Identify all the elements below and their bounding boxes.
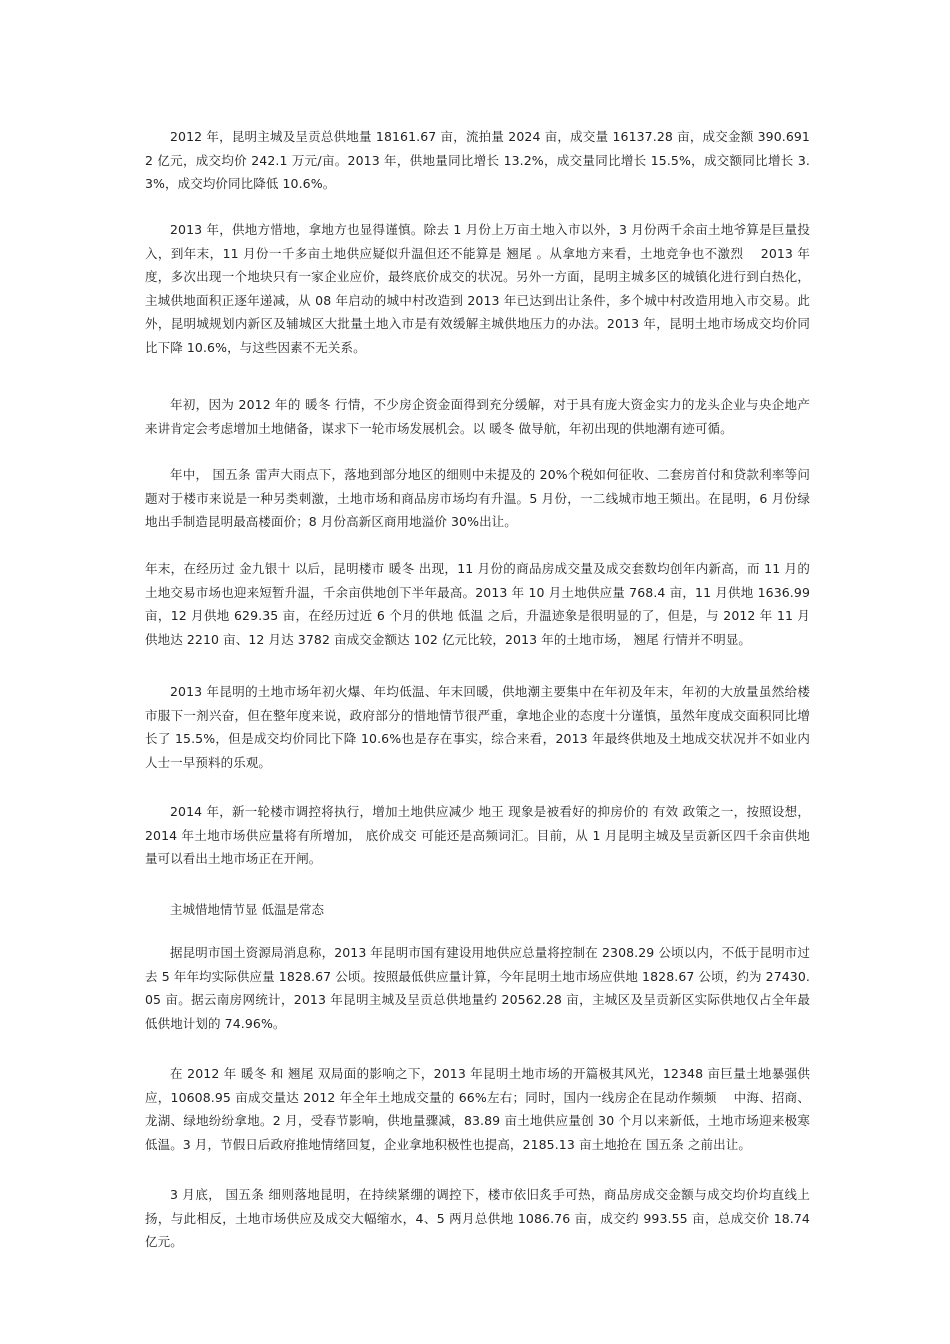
paragraph-2013-supply: 2013 年，供地方惜地，拿地方也显得谨慎。除去 1 月份上万亩土地入市以外，3 月份两千余亩土地爷算是巨量投入，到年末，11 月份一千多亩土地供应疑似升温但还不能算是 翘尾 。从拿地方来看，土地竞争也不激烈 2013 年度，多次出现一个地块只有一家企业应价，最终底价成交的状况。另外一方面，昆明主城多区的城镇化进行到白热化，主城供地面积正逐年递减，从 08 年启动的城中村改造到 2013 年已达到出让条件，多个城中村改造用地入市交易。此外，昆明城规划内新区及辅城区大批量土地入市是有效缓解主城供地压力的办法。2013 年，昆明土地市场成交均价同比下降 10.6%，与这些因素不无关系。 bbox=[145, 222, 810, 355]
paragraph-2014-outlook: 2014 年，新一轮楼市调控将执行，增加土地供应减少 地王 现象是被看好的抑房价的 有效 政策之一，按照设想，2014 年土地市场供应量将有所增加， 底价成交 可能还是高频词汇。目前，从 1 月昆明主城及呈贡新区四千余亩供地量可以看出土地市场正在开闸。 bbox=[145, 804, 810, 866]
paragraph-land-bureau: 据昆明市国土资源局消息称，2013 年昆明市国有建设用地供应总量将控制在 2308.29 公顷以内，不低于昆明市过去 5 年年均实际供应量 1828.67 公顷。按照最低供应量计算，今年昆明土地市场应供地 1828.67 公顷，约为 27430.05 亩。据云南房网统计，2013 年昆明主城及呈贡总供地量约 20562.28 亩，主城区及呈贡新区实际供地仅占全年最低供地计划的 74.96%。 bbox=[145, 945, 810, 1031]
paragraph-2013-overview: 2013 年昆明的土地市场年初火爆、年均低温、年末回暖，供地潮主要集中在年初及年末，年初的大放量虽然给楼市服下一剂兴奋，但在整年度来说，政府部分的惜地情节很严重，拿地企业的态度十分谨慎，虽然年度成交面积同比增长了 15.5%，但是成交均价同比下降 10.6%也是存在事实，综合来看，2013 年最终供地及土地成交状况并不如业内人士一早预料的乐观。 bbox=[145, 684, 810, 770]
paragraph-march-end: 3 月底， 国五条 细则落地昆明，在持续紧绷的调控下，楼市依旧炙手可热，商品房成交金额与成交均价均直线上扬，与此相反，土地市场供应及成交大幅缩水，4、5 两月总供地 1086.76 亩，成交约 993.55 亩，总成交价 18.74 亿元。 bbox=[145, 1187, 810, 1249]
paragraph-mid-year: 年中， 国五条 雷声大雨点下，落地到部分地区的细则中未提及的 20%个税如何征收、二套房首付和贷款利率等问题对于楼市来说是一种另类刺激，土地市场和商品房市场均有升温。5 月份，一二线城市地王频出。在昆明，6 月份绿地出手制造昆明最高楼面价；8 月份高新区商用地溢价 30%出让。 bbox=[145, 467, 810, 529]
section-heading: 主城惜地情节显 低温是常态 bbox=[170, 902, 324, 917]
paragraph-year-end: 年末，在经历过 金九银十 以后，昆明楼市 暖冬 出现，11 月份的商品房成交量及成交套数均创年内新高，而 11 月的土地交易市场也迎来短暂升温，千余亩供地创下半年最高。2013 年 10 月土地供应量 768.4 亩，11 月供地 1636.99 亩，12 月供地 629.35 亩，在经历过近 6 个月的供地 低温 之后，升温迹象是很明显的了，但是，与 2012 年 11 月供地达 2210 亩、12 月达 3782 亩成交金额达 102 亿元比较，2013 年的土地市场， 翘尾 行情并不明显。 bbox=[145, 561, 810, 647]
paragraph-year-start: 年初，因为 2012 年的 暖冬 行情，不少房企资金面得到充分缓解，对于具有庞大资金实力的龙头企业与央企地产来讲肯定会考虑增加土地储备，谋求下一轮市场发展机会。以 暖冬 做导航，年初出现的供地潮有迹可循。 bbox=[145, 397, 810, 436]
paragraph-2012-influence: 在 2012 年 暖冬 和 翘尾 双局面的影响之下，2013 年昆明土地市场的开篇极其风光，12348 亩巨量土地暴强供应，10608.95 亩成交量达 2012 年全年土地成交量的 66%左右；同时，国内一线房企在昆动作频频 中海、招商、龙湖、绿地纷纷拿地。2 月，受春节影响，供地量骤减，83.89 亩土地供应量创 30 个月以来新低，土地市场迎来极寒低温。3 月，节假日后政府推地情绪回复，企业拿地积极性也提高，2185.13 亩土地抢在 国五条 之前出让。 bbox=[145, 1066, 810, 1152]
paragraph-2012-summary: 2012 年，昆明主城及呈贡总供地量 18161.67 亩，流拍量 2024 亩，成交量 16137.28 亩，成交金额 390.6912 亿元，成交均价 242.1 万元/亩。2013 年，供地量同比增长 13.2%，成交量同比增长 15.5%，成交额同比增长 3.3%，成交均价同比降低 10.6%。 bbox=[145, 129, 810, 191]
